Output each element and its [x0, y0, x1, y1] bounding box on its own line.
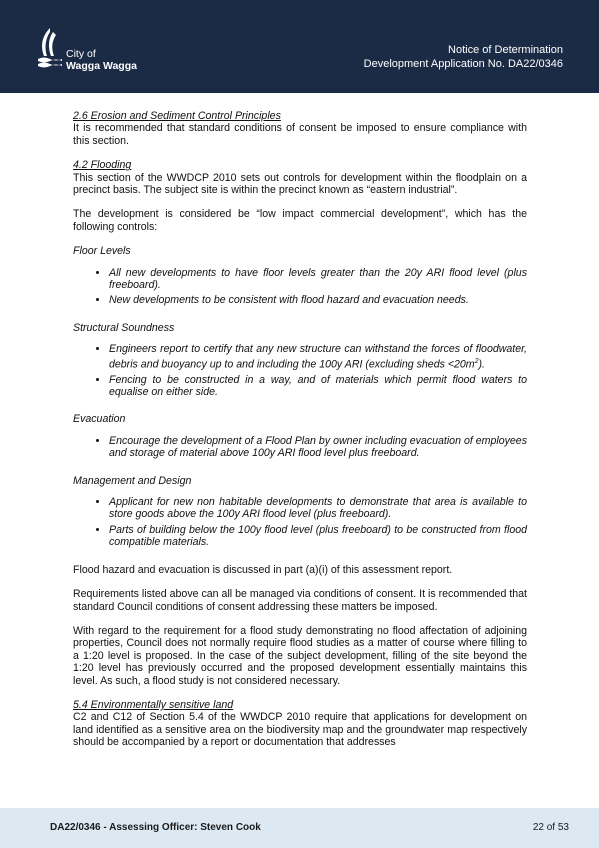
- requirements-paragraph: Requirements listed above can all be managed via conditions of consent. It is recommended that standard Council conditions of consent addressing these matters be imposed.: [73, 588, 527, 613]
- structural-soundness-heading: Structural Soundness: [73, 321, 175, 334]
- logo-line-1: City of: [66, 48, 96, 60]
- section-heading-4-2: 4.2 Flooding: [73, 159, 132, 172]
- header-title: [364, 43, 563, 71]
- list-item: • All new developments to have floor levels greater than the 20y ARI flood level (plus freeboard).: [109, 267, 527, 292]
- logo-line-2: Wagga Wagga: [66, 60, 137, 72]
- footer-assessing-officer: DA22/0346 - Assessing Officer: Steven Cook: [50, 822, 261, 833]
- list-item-text-end: ).: [478, 358, 486, 371]
- list-item: • Fencing to be constructed in a way, and of materials which permit flood waters to equalise on either side.: [109, 374, 527, 399]
- list-item: • New developments to be consistent with flood hazard and evacuation needs.: [109, 294, 527, 306]
- city-of-wagga-wagga-logo-icon: [36, 26, 64, 72]
- list-item: • Encourage the development of a Flood Plan by owner including evacuation of employees and storage of material above 100y ARI flood level plus freeboard.: [109, 435, 527, 460]
- list-item: • Parts of building below the 100y flood level (plus freeboard) to be constructed from flood compatible materials.: [109, 524, 527, 549]
- header-title-line-2: Development Application No. DA22/0346: [363, 58, 563, 70]
- logo-wordmark: [66, 48, 137, 72]
- section-heading-5-4: 5.4 Environmentally sensitive land: [73, 698, 234, 711]
- section-heading-2-6: 2.6 Erosion and Sediment Control Principles: [73, 110, 281, 122]
- superscript: 2: [474, 357, 479, 365]
- evacuation-list: [73, 435, 527, 460]
- section-5-4-text: C2 and C12 of Section 5.4 of the WWDCP 2010 require that applications for development on land identified as a sensitive area on the biodiversity map and the groundwater map respectively should be accompanied by a report or documentation that addresses: [73, 711, 527, 749]
- management-design-list: [73, 496, 527, 549]
- flood-hazard-paragraph: Flood hazard and evacuation is discussed in part (a)(i) of this assessment report.: [73, 563, 453, 576]
- page-header: [0, 0, 599, 93]
- page-number: 22 of 53: [532, 822, 569, 833]
- management-design-heading: Management and Design: [73, 474, 192, 487]
- floor-levels-heading: Floor Levels: [73, 245, 131, 258]
- section-2-6-text: It is recommended that standard conditions of consent be imposed to ensure compliance with this section.: [73, 122, 527, 147]
- document-body: [73, 110, 527, 749]
- list-item: [109, 343, 527, 370]
- flood-study-paragraph: With regard to the requirement for a flood study demonstrating no flood affectation of adjoining properties, Council does not normally require flood studies as a matter of course where filling to a 1:20 level is proposed. In the case of the subject development, filling of the site beyond the 1:20 level has previously occurred and the proposed development essentially maintains this level. As such, a flood study is not considered necessary.: [73, 624, 527, 687]
- page-footer: [0, 808, 599, 848]
- list-item: • Applicant for new non habitable developments to demonstrate that area is available to store goods above the 100y ARI flood level (plus freeboard).: [109, 496, 527, 521]
- list-item-text: Engineers report to certify that any new structure can withstand the forces of floodwater, debris and buoyancy up to and including the 100y ARI (excluding sheds <20m: [109, 343, 527, 371]
- section-4-2-text-2: The development is considered be “low impact commercial development”, which has the following controls:: [73, 208, 527, 233]
- floor-levels-list: [73, 267, 527, 307]
- structural-soundness-list: [73, 343, 527, 398]
- header-title-line-1: Notice of Determination: [448, 44, 563, 56]
- section-4-2-text-1: This section of the WWDCP 2010 sets out controls for development within the floodplain on a precinct basis. The subject site is within the precinct known as “eastern industrial”.: [73, 171, 527, 197]
- evacuation-heading: Evacuation: [73, 413, 126, 426]
